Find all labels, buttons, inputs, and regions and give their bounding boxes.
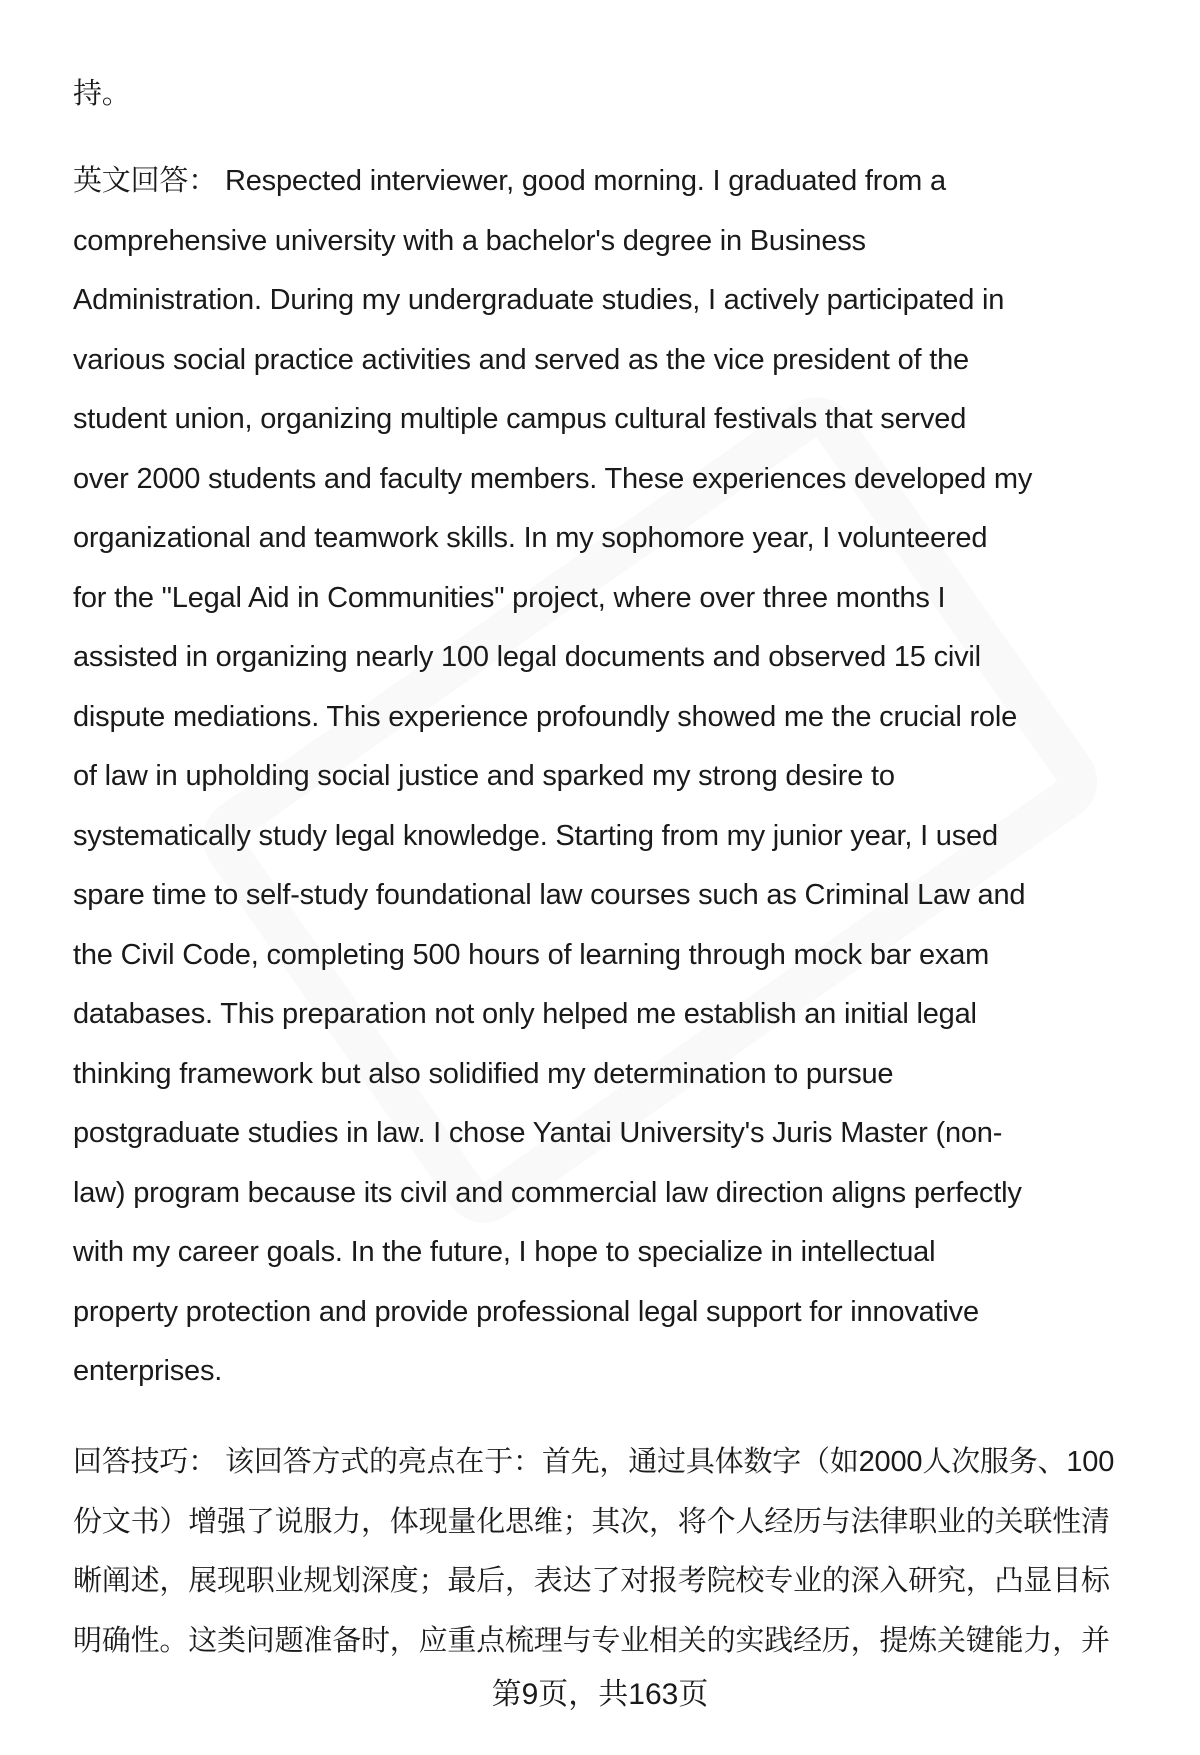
english-answer-line [73, 282, 1004, 318]
answer-tips-text: 份文书）增强了说服力，体现量化思维；其次，将个人经历与法律职业的关联性清 [73, 1505, 1110, 1538]
english-answer-text: for the "Legal Aid in Communities" project, where over three months I [73, 581, 946, 614]
english-answer-line [73, 342, 969, 378]
answer-tips-line [73, 1504, 1110, 1540]
english-answer-line [73, 699, 1017, 735]
english-answer-line [73, 996, 977, 1032]
english-answer-text: of law in upholding social justice and sparked my strong desire to [73, 760, 895, 792]
page-number-footer: 第9页，共163页 [491, 1678, 709, 1711]
english-answer-text: law) program because its civil and commercial law direction aligns perfectly [73, 1176, 1022, 1209]
english-answer-text: Administration. During my undergraduate studies, I actively participated in [73, 284, 1005, 316]
english-answer-first-line [73, 163, 946, 199]
english-answer-text: the Civil Code, completing 500 hours of learning through mock bar exam [73, 938, 990, 971]
answer-tips-line [73, 1444, 1114, 1480]
english-answer-line [73, 520, 987, 556]
english-answer-label: 英文回答： [73, 165, 218, 197]
english-answer-line [73, 1353, 222, 1389]
english-answer-text: spare time to self-study foundational law courses such as Criminal Law and [73, 879, 1026, 911]
english-answer-line [73, 639, 981, 675]
english-answer-line [73, 937, 989, 973]
english-answer-line [73, 401, 966, 437]
answer-tips-text: 晰阐述，展现职业规划深度；最后，表达了对报考院校专业的深入研究，凸显目标 [73, 1565, 1110, 1597]
english-answer-text: enterprises. [73, 1355, 223, 1387]
english-answer-line [73, 1115, 1002, 1151]
english-answer-text: assisted in organizing nearly 100 legal documents and observed 15 civil [73, 641, 981, 673]
english-answer-line [73, 1175, 1022, 1211]
english-answer-line [73, 818, 998, 854]
answer-tips-text: 该回答方式的亮点在于：首先，通过具体数字（如2000人次服务、100 [225, 1446, 1115, 1478]
english-answer-text: comprehensive university with a bachelor's degree in Business [73, 224, 866, 257]
english-answer-text: various social practice activities and served as the vice president of the [73, 343, 969, 376]
english-answer-text: student union, organizing multiple campus cultural festivals that served [73, 403, 967, 435]
english-answer-text: dispute mediations. This experience profoundly showed me the crucial role [73, 700, 1018, 733]
english-answer-text: property protection and provide professional legal support for innovative [73, 1295, 979, 1328]
english-answer-line [73, 461, 1032, 497]
answer-tips-label: 回答技巧： [73, 1446, 218, 1478]
answer-tips-text: 明确性。这类问题准备时，应重点梳理与专业相关的实践经历，提炼关键能力，并 [73, 1624, 1110, 1657]
english-answer-line [73, 758, 895, 794]
english-answer-line [73, 1234, 935, 1270]
answer-tips-line [73, 1623, 1110, 1659]
english-answer-line [73, 1294, 979, 1330]
english-answer-text: Respected interviewer, good morning. I graduated from a [225, 165, 946, 197]
english-answer-line [73, 877, 1025, 913]
english-answer-text: thinking framework but also solidified my determination to pursue [73, 1057, 894, 1090]
english-answer-line [73, 1056, 893, 1092]
english-answer-text: systematically study legal knowledge. Starting from my junior year, I used [73, 819, 998, 852]
english-answer-text: databases. This preparation not only helped me establish an initial legal [73, 998, 977, 1030]
english-answer-text: postgraduate studies in law. I chose Yantai University's Juris Master (non- [73, 1117, 1003, 1149]
answer-tips-line [73, 1563, 1110, 1599]
english-answer-text: organizational and teamwork skills. In my sophomore year, I volunteered [73, 522, 988, 554]
previous-paragraph-tail: 持。 [73, 78, 131, 110]
english-answer-text: over 2000 students and faculty members. These experiences developed my [73, 462, 1033, 495]
watermark [187, 382, 1113, 1239]
english-answer-line [73, 223, 866, 259]
english-answer-text: with my career goals. In the future, I hope to specialize in intellectual [73, 1236, 936, 1268]
english-answer-line [73, 580, 945, 616]
